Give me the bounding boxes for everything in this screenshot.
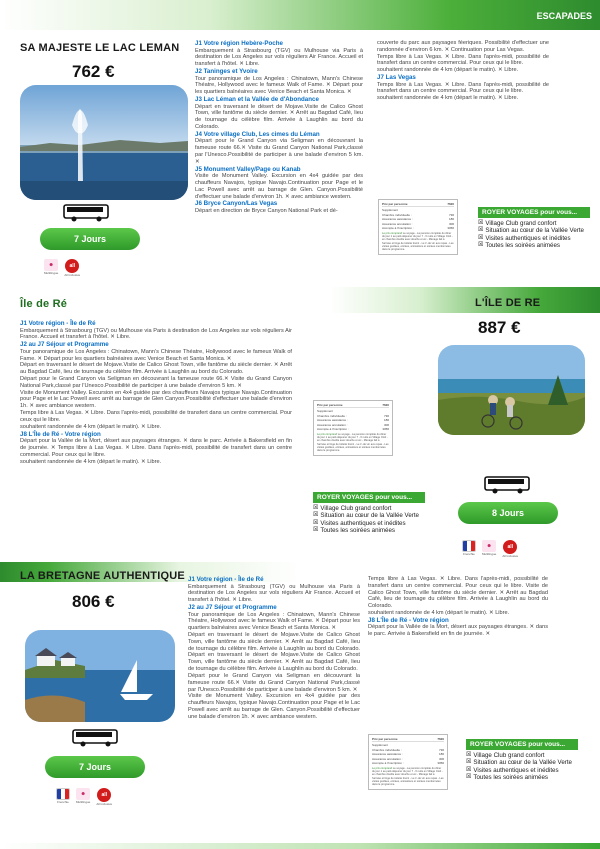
day-heading: J7 Las Vegas xyxy=(377,74,416,82)
price-box-amount: 762€ xyxy=(382,403,389,407)
section1-itinerary-col2 xyxy=(377,40,549,102)
royer-box-title: ROYER VOYAGES pour vous... xyxy=(313,492,425,503)
day-text: Départ pour le Grand Canyon via Seligman en découvrant la fameuse route 66.✕ Visite du Grand Canyon National Park,classé par l'Unesco.Possibilité de participer à une balade d'environ 5 km. ✕ xyxy=(20,376,292,389)
section3-itinerary-col2 xyxy=(368,576,548,638)
price-row-label: Assurance assistance : xyxy=(317,418,348,422)
section3-royer-box xyxy=(466,739,578,782)
day-heading: J1 Votre région - Île de Ré xyxy=(20,320,96,327)
royer-item-label: Village Club grand confort xyxy=(485,220,557,227)
flag-icon xyxy=(56,788,70,800)
section3-duration: 7 Jours xyxy=(45,756,145,778)
checkbox-icon: ☒ xyxy=(466,759,472,766)
price-row-value: 18€ xyxy=(383,418,389,422)
all-inclusive-badge: all All Inclusive xyxy=(96,788,112,806)
price-row-label: Assurance annulation : xyxy=(382,221,413,226)
price-row-value: 305€ xyxy=(382,427,389,431)
day-text: Départ en traversant le désert de Mojave.Visite de Calico Ghost Town, ville fantôme du siècle dernier. ✕ Arrêt au Bagdad Café, lieu de tournage du célèbre film. Arrivée à Laughlin au bord du Colorado. xyxy=(195,103,363,130)
price-row-value: 30€ xyxy=(438,756,444,761)
day-heading: J6 Bryce Canyon/Las Vegas xyxy=(195,200,278,208)
bus-icon xyxy=(484,475,532,495)
day-text: Embarquement à Strasbourg (TGV) ou Mulhouse via Paris à destination de Los Angeles sur vols réguliers Air France. Accueil et transfert à l'hôtel. ✕ Libre. xyxy=(20,327,292,341)
royer-list-item xyxy=(313,505,425,512)
price-row-value: 305€ xyxy=(437,761,444,765)
royer-list xyxy=(313,503,425,535)
price-box-note xyxy=(382,232,454,252)
price-row-label: Supplément xyxy=(372,743,389,747)
price-row-label: Chambre individuelle : xyxy=(372,747,402,752)
price-includes-text: Le voyage - La pension complète du dîner du jour 1 au petit-déjeuner du jour 7 - 6 nuits en Village Club - en chambre double avec douche et wc - Ménage fait à l'arrivée et linge de toilette fourni - Le ¼ de vin aux repas - Les visites guidées, entrées, animations et soirées mentionnées dans le programme. xyxy=(317,432,389,453)
price-row-value: 73€ xyxy=(438,747,444,752)
price-includes-text: Le voyage - La pension complète du dîner du jour 1 au petit-déjeuner du jour 7 - 6 nuits en Village Club - en chambre double avec douche et wc - Ménage fait à l'arrivée et linge de toilette fourni - Le ¼ de vin aux repas - Les visites guidées, entrées, animations et soirées mentionnées dans le programme. xyxy=(372,766,444,787)
royer-item-label: Village Club grand confort xyxy=(320,505,392,512)
section2-title: Île de Ré xyxy=(20,298,68,310)
royer-list xyxy=(478,218,590,250)
day-text: Départ pour la Vallée de la Mort, désert aux paysages étranges. ✕ dans le parc. Arrivée à Bakersfield en fin de journée. ✕ Temps libre à Las Vegas. ✕ Libre. Dans l'après-midi, possibilité de transfert dans un centre commercial. Pour ceux qui le libre. xyxy=(20,438,292,458)
checkbox-icon: ☒ xyxy=(478,227,484,234)
section3-price-box xyxy=(368,734,448,790)
french-badge: Frenchie xyxy=(56,788,70,806)
all-inclusive-icon: all xyxy=(65,259,79,273)
checkbox-icon: ☒ xyxy=(466,766,472,773)
day-text: Embarquement à Strasbourg (TGV) ou Mulhouse via Paris à destination de Los Angeles sur vols réguliers Air France. Accueil et transfert à l'hôtel. ✕ Libre. xyxy=(195,47,363,68)
day-heading: J8 L'Île de Ré - Votre région xyxy=(368,616,449,624)
royer-box-title: ROYER VOYAGES pour vous... xyxy=(478,207,590,218)
royer-list-item xyxy=(478,242,590,249)
royer-list-item xyxy=(478,227,590,234)
price-row-label: Chambre individuelle : xyxy=(382,212,412,217)
price-box-row xyxy=(317,427,389,432)
day-text: Départ pour le Grand Canyon via Seligman en découvrant la fameuse route 66.✕ Visite du Grand Canyon National Park,classé par l'Unesco.Possibilité de participer à une balade d'environ 5 km. ✕ xyxy=(188,672,360,693)
price-box-label: Prix par personne xyxy=(317,403,343,407)
section3-title: LA BRETAGNE AUTHENTIQUE xyxy=(20,570,185,582)
royer-item-label: Visites authentiques et inédites xyxy=(485,234,571,242)
day-text: souhaitent randonnée de 4 km (départ le matin). ✕ Libre. xyxy=(20,458,162,465)
royer-list-item xyxy=(466,774,578,781)
flag-icon xyxy=(462,540,476,552)
day-text: Départ en traversant le désert de Mojave.Visite de Calico Ghost Town, ville fantôme du siècle dernier. ✕ Arrêt au Bagdad Café, lieu de tournage du célèbre film. Arrivée à Laughlin au bord du Colorado. Départ en traversant le désert de Mojave.Visite de Calico Ghost Town, ville fantôme du siècle dernier. ✕ Arrêt au Bagdad Café, lieu de tournage du célèbre film. Arrivée à Laughlin au bord du Colorado. xyxy=(188,632,360,673)
all-inclusive-icon: all xyxy=(503,540,517,554)
section1-badges xyxy=(44,259,80,277)
price-box-note xyxy=(372,767,444,787)
bus-icon xyxy=(63,203,111,223)
royer-item-label: Visites authentiques et inédites xyxy=(320,519,406,527)
checkbox-icon: ☒ xyxy=(466,774,472,781)
day-text: couverte du parc aux paysages féeriques. Possibilité d'effectuer une randonnée d'environ 6 km. ✕ Continuation pour Las Vegas. xyxy=(377,40,549,53)
royer-list xyxy=(466,750,578,782)
day-text: Temps libre à Las Vegas. ✕ Libre. Dans l'après-midi, possibilité de transfert dans un centre commercial. Pour ceux qui le libre. xyxy=(377,53,549,67)
footer-bar xyxy=(0,843,600,849)
family-badge: ☻ Multilingue xyxy=(76,788,90,806)
royer-item-label: Village Club grand confort xyxy=(473,752,545,759)
day-text: Visite de Monument Valley. Excursion en 4x4 guidée par des chauffeurs Navajos typique Navajo.Continuation pour Page et le Lac Powell avec arrêt au barrage de Glen Canyon.Possibilité d'effectuer une balade d'environ 1h. ✕ avec ambiance western. xyxy=(20,389,292,410)
day-text: Temps libre à Las Vegas. ✕ Libre. Dans l'après-midi, possibilité de transfert dans un centre commercial. Pour ceux qui le libre. xyxy=(377,81,549,95)
checkbox-icon: ☒ xyxy=(313,505,319,511)
section2-badges xyxy=(462,540,518,558)
price-row-label: Assurance annulation : xyxy=(372,756,403,761)
price-box-row xyxy=(382,226,454,231)
day-heading: J4 Votre village Club, Les cimes du Léman xyxy=(195,130,320,138)
royer-box-title: ROYER VOYAGES pour vous... xyxy=(466,739,578,750)
family-icon: ☻ xyxy=(44,259,58,271)
royer-item-label: Situation au cœur de la Vallée Verte xyxy=(485,227,584,235)
checkbox-icon: ☒ xyxy=(313,512,319,519)
price-box-header xyxy=(382,202,454,207)
price-includes-heading: Le prix comprend xyxy=(317,432,338,436)
royer-item-label: Toutes les soirées animées xyxy=(320,527,396,535)
price-row-value: 18€ xyxy=(438,752,444,756)
price-row-label: Supplément xyxy=(317,409,334,413)
royer-item-label: Toutes les soirées animées xyxy=(473,774,549,782)
day-text: Départ en traversant le désert de Mojave.Visite de Calico Ghost Town, ville fantôme du siècle dernier. ✕ Arrêt au Bagdad Café, lieu de tournage du célèbre film. Arrivée à Laughlin au bord du Colorado. xyxy=(20,362,292,376)
section1-price: 762 € xyxy=(72,62,115,81)
price-row-label: Acompte à l'inscription : xyxy=(317,427,349,431)
day-text: souhaitent randonnée de 4 km (départ le matin). ✕ Libre. xyxy=(368,610,510,617)
day-heading: J5 Monument Valley/Page ou Kanab xyxy=(195,165,301,173)
price-includes-heading: Le prix comprend xyxy=(382,231,403,235)
price-row-label: Assurance assistance : xyxy=(372,752,403,756)
price-box-label: Prix par personne xyxy=(382,202,408,206)
all-inclusive-badge: all All Inclusive xyxy=(502,540,518,558)
day-heading: J1 Votre région - Île de Ré xyxy=(188,576,264,583)
section3-badges xyxy=(56,788,112,806)
price-row-value: 73€ xyxy=(448,212,454,217)
price-box-note xyxy=(317,433,389,453)
price-box-header xyxy=(372,737,444,742)
checkbox-icon: ☒ xyxy=(313,527,319,534)
royer-list-item xyxy=(313,520,425,527)
royer-list-item xyxy=(478,235,590,242)
day-heading: J3 Lac Léman et la Vallée de d'Abondance xyxy=(195,96,319,103)
family-badge: ☻ Multilingue xyxy=(44,259,58,277)
royer-item-label: Visites authentiques et inédites xyxy=(473,766,559,774)
day-text: Temps libre à Las Vegas. ✕ Libre. Dans l'après-midi, possibilité de transfert dans un centre commercial. Pour ceux qui le libre. xyxy=(20,410,292,423)
price-box-amount: 762€ xyxy=(437,737,444,741)
all-inclusive-icon: all xyxy=(97,788,111,802)
checkbox-icon: ☒ xyxy=(313,519,319,526)
price-row-label: Acompte à l'inscription : xyxy=(382,226,414,230)
day-heading: J8 L'Île de Ré - Votre région xyxy=(20,430,101,438)
checkbox-icon: ☒ xyxy=(478,234,484,241)
section2-duration: 8 Jours xyxy=(458,502,558,524)
bretagne-photo xyxy=(25,630,175,722)
day-text: Départ pour le Grand Canyon via Seligman en découvrant la fameuse route 66.✕ Visite du Grand Canyon National Park,classé par l'Unesco.Possibilité de participer à une balade d'environ 5 km. ✕ xyxy=(195,138,363,165)
day-text: Départ en direction de Bryce Canyon National Park et dé- xyxy=(195,208,338,214)
checkbox-icon: ☒ xyxy=(478,242,484,249)
price-row-value: 305€ xyxy=(447,226,454,230)
price-includes-text: Le voyage - La pension complète du dîner du jour 1 au petit-déjeuner du jour 7 - 6 nuits en Village Club - en chambre double avec douche et wc - Ménage fait à l'arrivée et linge de toilette fourni - Le ¼ de vin aux repas - Les visites guidées, entrées, animations et soirées mentionnées dans le programme. xyxy=(382,231,454,252)
price-row-value: 18€ xyxy=(448,217,454,221)
day-heading: J1 Votre région Hebère-Poche xyxy=(195,40,283,47)
section1-royer-box xyxy=(478,207,590,250)
day-text: Tour panoramique de Los Angeles : Chinatown, Mann's Chinese Théatre, Hollywood avec le fameux Walk of Fame. ✕ Départ pour les quartiers balnéaires avec Venice Beach et Santa Monica. ✕ xyxy=(195,75,363,96)
section1-title: SA MAJESTE LE LAC LEMAN xyxy=(20,42,180,54)
section2-price: 887 € xyxy=(478,318,521,337)
section2-price-box xyxy=(313,400,393,456)
royer-list-item xyxy=(313,512,425,519)
french-badge: Frenchie xyxy=(462,540,476,558)
checkbox-icon: ☒ xyxy=(478,220,484,226)
day-text: Tour panoramique de Los Angeles : Chinatown, Mann's Chinese Théatre, Hollywood avec le fameux Walk of Fame. ✕ Départ pour les quartiers balnéaires avec Venice Beach et Santa Monica. ✕ xyxy=(188,611,360,632)
price-row-label: Assurance annulation : xyxy=(317,422,348,427)
royer-list-item xyxy=(466,759,578,766)
price-box-amount: 762€ xyxy=(447,202,454,206)
family-icon: ☻ xyxy=(76,788,90,800)
day-text: Visite de Monument Valley. Excursion en 4x4 guidée par des chauffeurs Navajos, typique Navajo.Continuation pour Page et le Lac Powell avec arrêt au barrage de Glen. Canyon.Possibilité d'effectuer une balade d'environ 1h. ✕ avec ambiance western. xyxy=(195,173,363,200)
price-row-value: 30€ xyxy=(448,221,454,226)
lake-leman-photo xyxy=(20,85,188,200)
bus-icon xyxy=(72,728,120,748)
price-row-label: Supplément xyxy=(382,208,399,212)
day-text: Départ pour la Vallée de la Mort, désert aux paysages étranges. ✕ dans le parc. Arrivée à Bakersfield en fin de journée. ✕ xyxy=(368,624,548,638)
price-row-label: Acompte à l'inscription : xyxy=(372,761,404,765)
day-text: Temps libre à Las Vegas. ✕ Libre. Dans l'après-midi, possibilité de transfert dans un centre commercial. Pour ceux qui le libre. Visite de Calico Ghost Town, ville fantôme du siècle dernier. ✕ Arrêt au Bagdad Café, lieu de tournage du célèbre film. Arrivée à Laughlin au bord du Colorado. xyxy=(368,576,548,610)
section2-itinerary xyxy=(20,320,292,465)
header-bar xyxy=(0,0,600,30)
price-row-value: 30€ xyxy=(383,422,389,427)
price-box-header xyxy=(317,403,389,408)
section2-title-right: L'ÎLE DE RE xyxy=(475,297,541,309)
price-row-label: Chambre individuelle : xyxy=(317,413,347,418)
checkbox-icon: ☒ xyxy=(466,752,472,758)
section2-royer-box xyxy=(313,492,425,535)
family-icon: ☻ xyxy=(482,540,496,552)
day-text: souhaitent randonnée de 4 km (départ le matin). ✕ Libre. xyxy=(377,95,519,102)
royer-item-label: Situation au cœur de la Vallée Verte xyxy=(473,759,572,767)
section3-itinerary-col1 xyxy=(188,576,360,721)
price-includes-heading: Le prix comprend xyxy=(372,766,393,770)
day-heading: J2 au J7 Séjour et Programme xyxy=(188,604,277,611)
ile-de-re-photo xyxy=(438,345,585,435)
royer-list-item xyxy=(478,220,590,227)
day-text: souhaitent randonnée de 4 km (départ le matin). ✕ Libre. xyxy=(20,423,162,430)
section3-price: 806 € xyxy=(72,592,115,611)
price-box-label: Prix par personne xyxy=(372,737,398,741)
family-badge: ☻ Multilingue xyxy=(482,540,496,558)
royer-list-item xyxy=(466,767,578,774)
royer-list-item xyxy=(466,752,578,759)
price-box-row xyxy=(372,761,444,766)
day-text: Tour panoramique de Los Angeles : Chinatown, Mann's Chinese Théatre, Hollywood avec le fameux Walk of Fame. ✕ Départ pour les quartiers balnéaires avec Venice Beach et Santa Monica. ✕ xyxy=(20,348,292,362)
day-text: Visite de Monument Valley. Excursion en 4x4 guidée par des chauffeurs Navajos, typique Navajo.Continuation pour Page et le Lac Powell avec arrêt au barrage de Glen. Canyon.Possibilité d'effectuer une balade d'environ 1h. ✕ avec ambiance western. xyxy=(188,693,360,720)
day-heading: J2 Taninges et Yvoire xyxy=(195,68,258,75)
price-row-value: 73€ xyxy=(383,413,389,418)
section1-itinerary-col1 xyxy=(195,40,363,215)
royer-item-label: Situation au cœur de la Vallée Verte xyxy=(320,512,419,520)
day-heading: J2 au J7 Séjour et Programme xyxy=(20,341,109,349)
section1-duration: 7 Jours xyxy=(40,228,140,250)
royer-list-item xyxy=(313,527,425,534)
all-inclusive-badge: all All Inclusive xyxy=(64,259,80,277)
royer-item-label: Toutes les soirées animées xyxy=(485,242,561,250)
section1-price-box xyxy=(378,199,458,255)
price-row-label: Assurance assistance : xyxy=(382,217,413,221)
category-tag: ESCAPADES xyxy=(536,11,592,21)
day-text: Embarquement à Strasbourg (TGV) ou Mulhouse via Paris à destination de Los Angeles sur vols réguliers Air France. Accueil et transfert à l'hôtel. ✕ Libre. xyxy=(188,583,360,604)
day-text: souhaitent randonnée de 4 km (départ le matin). ✕ Libre. xyxy=(377,67,519,74)
